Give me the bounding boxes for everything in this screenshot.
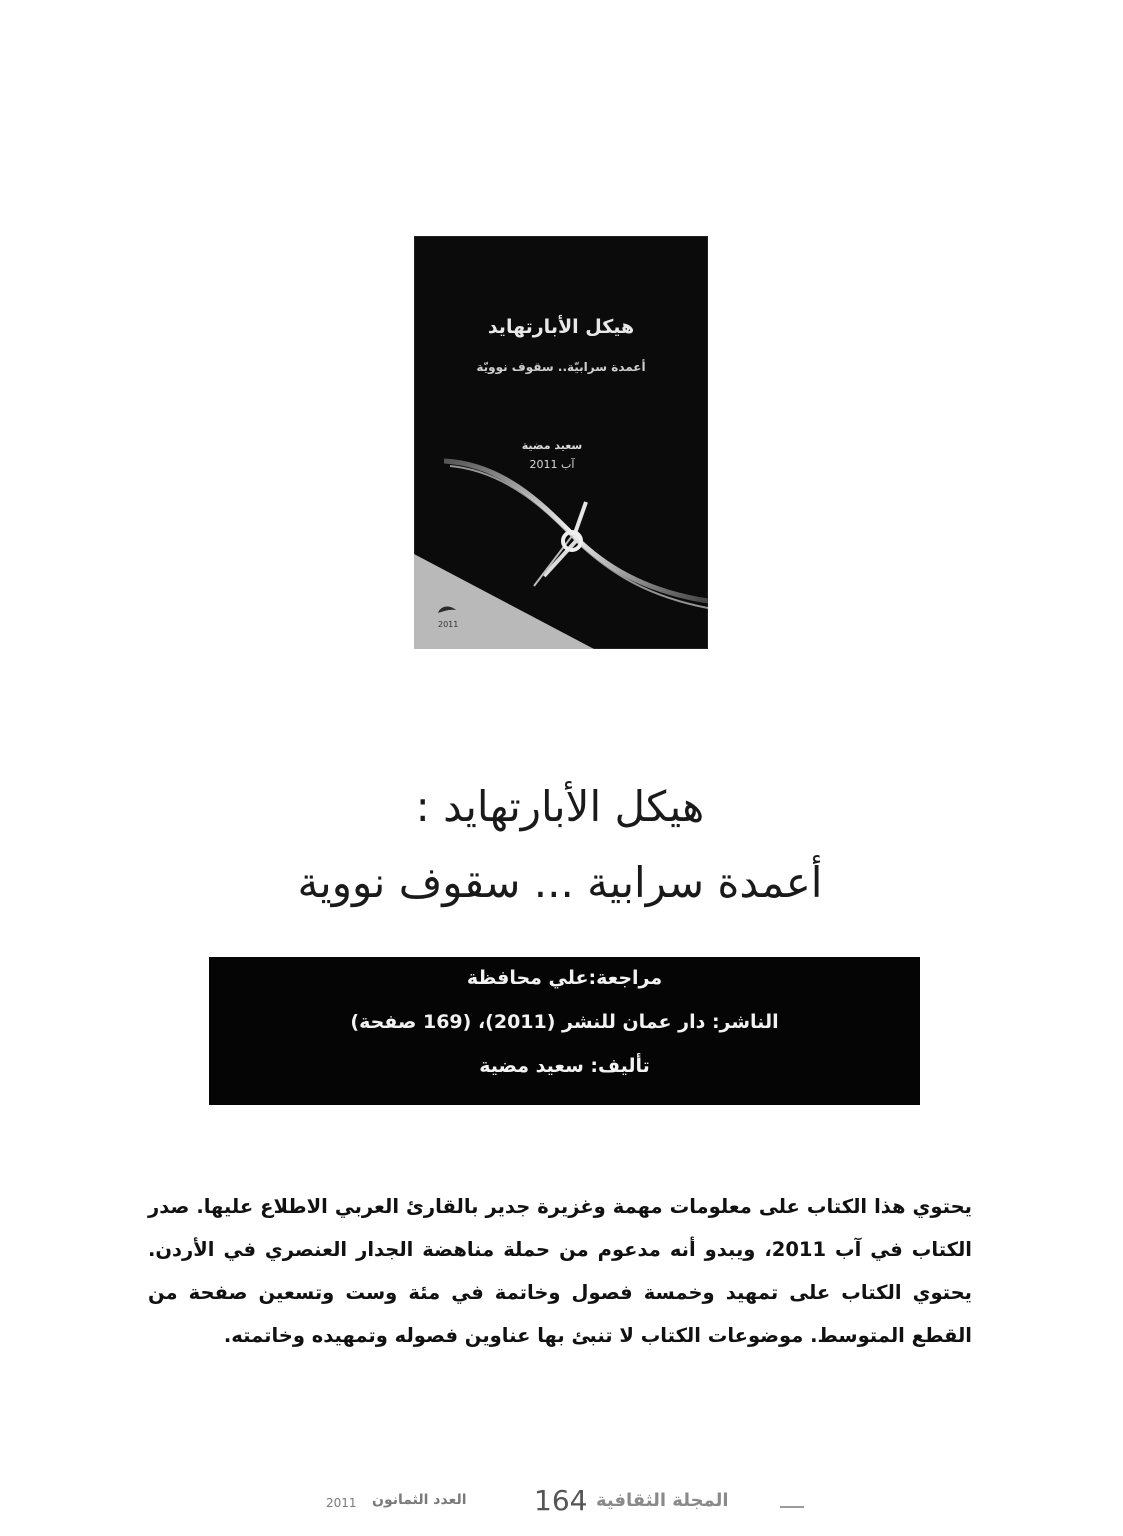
magazine-name: المجلة الثقافية <box>596 1490 729 1511</box>
article-title-line-1: هيكل الأبارتهايد : <box>415 782 705 831</box>
publisher-line: الناشر: دار عمان للنشر (2011)، (169 صفحة) <box>350 1011 779 1033</box>
cover-subtitle: أعمدة سرابيّة.. سقوف نوويّة <box>476 360 646 374</box>
page-footer <box>300 1482 820 1522</box>
author-line: تأليف: سعيد مضية <box>479 1055 650 1077</box>
footer-issue: العدد الثمانون <box>372 1492 467 1508</box>
page-number: 164 <box>534 1484 588 1517</box>
publisher-logo-icon <box>436 603 458 617</box>
body-paragraph: يحتوي هذا الكتاب على معلومات مهمة وغزيرة جدير بالقارئ العربي الاطلاع عليها. صدر الكتاب في آب 2011، ويبدو أنه مدعوم من حملة مناهضة الجدار العنصري في الأردن. يحتوي الكتاب على تمهيد وخمسة فصول وخاتمة في مئة وست وتسعين صفحة من القطع المتوسط. موضوعات الكتاب لا تنبئ بها عناوين فصوله وتمهيده وخاتمته. <box>148 1195 972 1347</box>
footer-year: 2011 <box>326 1496 357 1510</box>
article-title-line-2: أعمدة سرابية ... سقوف نووية <box>297 858 823 907</box>
reviewer-line: مراجعة:علي محافظة <box>466 967 663 989</box>
cover-title: هيكل الأبارتهايد <box>487 316 635 338</box>
cover-date: آب 2011 <box>529 458 575 471</box>
book-cover-image <box>414 236 708 649</box>
cover-author: سعيد مضية <box>521 439 583 452</box>
cover-logo-year: 2011 <box>438 620 459 629</box>
book-info-box <box>209 957 920 1105</box>
barbed-wire-icon <box>414 236 708 649</box>
footer-rule <box>780 1506 804 1508</box>
